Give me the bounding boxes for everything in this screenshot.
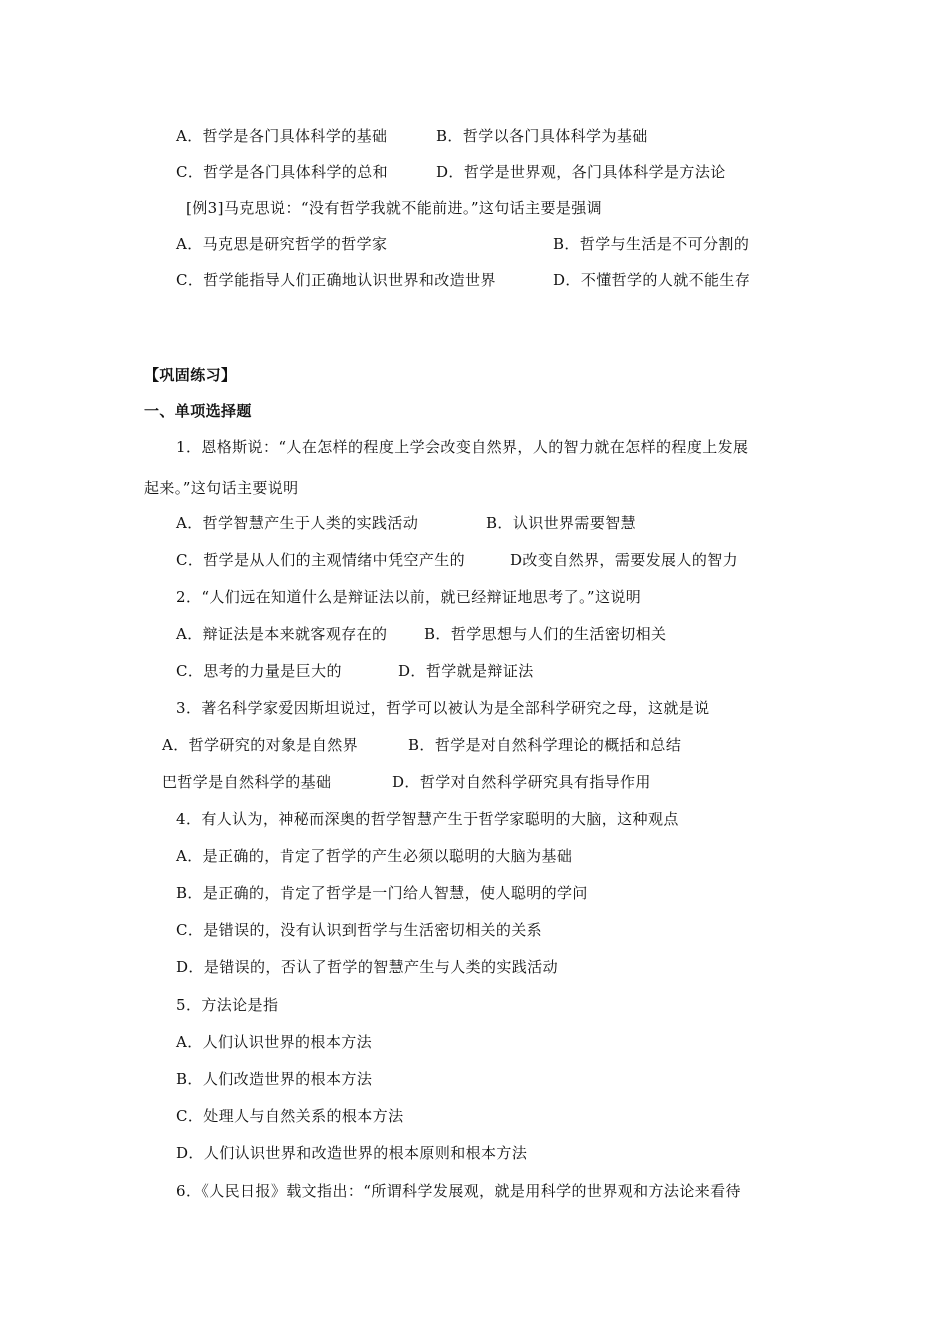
- question-5-option-d: D．人们认识世界和改造世界的根本原则和根本方法: [176, 1144, 528, 1162]
- example3-option-a: A．马克思是研究哲学的哲学家: [176, 235, 388, 253]
- question-3: 3．著名科学家爱因斯坦说过，哲学可以被认为是全部科学研究之母，这就是说: [176, 699, 710, 717]
- question-4-option-d: D．是错误的，否认了哲学的智慧产生与人类的实践活动: [176, 958, 559, 976]
- question-1-option-c: C．哲学是从人们的主观情绪中凭空产生的: [176, 551, 466, 569]
- question-2-option-d: D．哲学就是辩证法: [398, 662, 534, 680]
- example2-option-d: D．哲学是世界观，各门具体科学是方法论: [436, 163, 726, 181]
- question-1-option-d: D改变自然界，需要发展人的智力: [510, 551, 739, 569]
- question-2: 2．“人们远在知道什么是辩证法以前，就已经辩证地思考了。”这说明: [176, 588, 642, 606]
- section-subheading: 一、单项选择题: [144, 402, 252, 420]
- question-1-line-1: 1．恩格斯说：“人在怎样的程度上学会改变自然界，人的智力就在怎样的程度上发展: [176, 438, 749, 456]
- question-3-option-d: D．哲学对自然科学研究具有指导作用: [392, 773, 651, 791]
- question-1-option-b: B．认识世界需要智慧: [486, 514, 637, 532]
- question-3-option-a: A．哲学研究的对象是自然界: [162, 736, 359, 754]
- example2-option-c: C．哲学是各门具体科学的总和: [176, 163, 389, 181]
- question-2-option-c: C．思考的力量是巨大的: [176, 662, 342, 680]
- question-2-option-a: A．辩证法是本来就客观存在的: [176, 625, 388, 643]
- example3-option-c: C．哲学能指导人们正确地认识世界和改造世界: [176, 271, 496, 289]
- question-4: 4．有人认为，神秘而深奥的哲学智慧产生于哲学家聪明的大脑，这种观点: [176, 810, 679, 828]
- question-5-option-a: A．人们认识世界的根本方法: [176, 1033, 373, 1051]
- question-3-option-c: 巴哲学是自然科学的基础: [162, 773, 332, 791]
- question-5-option-b: B．人们改造世界的根本方法: [176, 1070, 373, 1088]
- question-5: 5．方法论是指: [176, 996, 279, 1014]
- question-3-option-b: B．哲学是对自然科学理论的概括和总结: [408, 736, 682, 754]
- question-2-option-b: B．哲学思想与人们的生活密切相关: [424, 625, 667, 643]
- question-4-option-b: B．是正确的，肯定了哲学是一门给人智慧，使人聪明的学问: [176, 884, 588, 902]
- example3-question: [例3]马克思说：“没有哲学我就不能前进。”这句话主要是强调: [186, 199, 603, 217]
- question-5-option-c: C．处理人与自然关系的根本方法: [176, 1107, 404, 1125]
- question-4-option-a: A．是正确的，肯定了哲学的产生必须以聪明的大脑为基础: [176, 847, 573, 865]
- example3-option-d: D．不懂哲学的人就不能生存: [553, 271, 751, 289]
- section-heading: 【巩固练习】: [144, 366, 237, 384]
- question-1-line-2: 起来。”这句话主要说明: [144, 479, 299, 497]
- example2-option-a: A．哲学是各门具体科学的基础: [176, 127, 388, 145]
- example3-option-b: B．哲学与生活是不可分割的: [553, 235, 750, 253]
- question-1-option-a: A．哲学智慧产生于人类的实践活动: [176, 514, 419, 532]
- question-6-line-1: 6．《人民日报》载文指出：“所谓科学发展观，就是用科学的世界观和方法论来看待: [176, 1182, 741, 1200]
- question-4-option-c: C．是错误的，没有认识到哲学与生活密切相关的关系: [176, 921, 543, 939]
- example2-option-b: B．哲学以各门具体科学为基础: [436, 127, 648, 145]
